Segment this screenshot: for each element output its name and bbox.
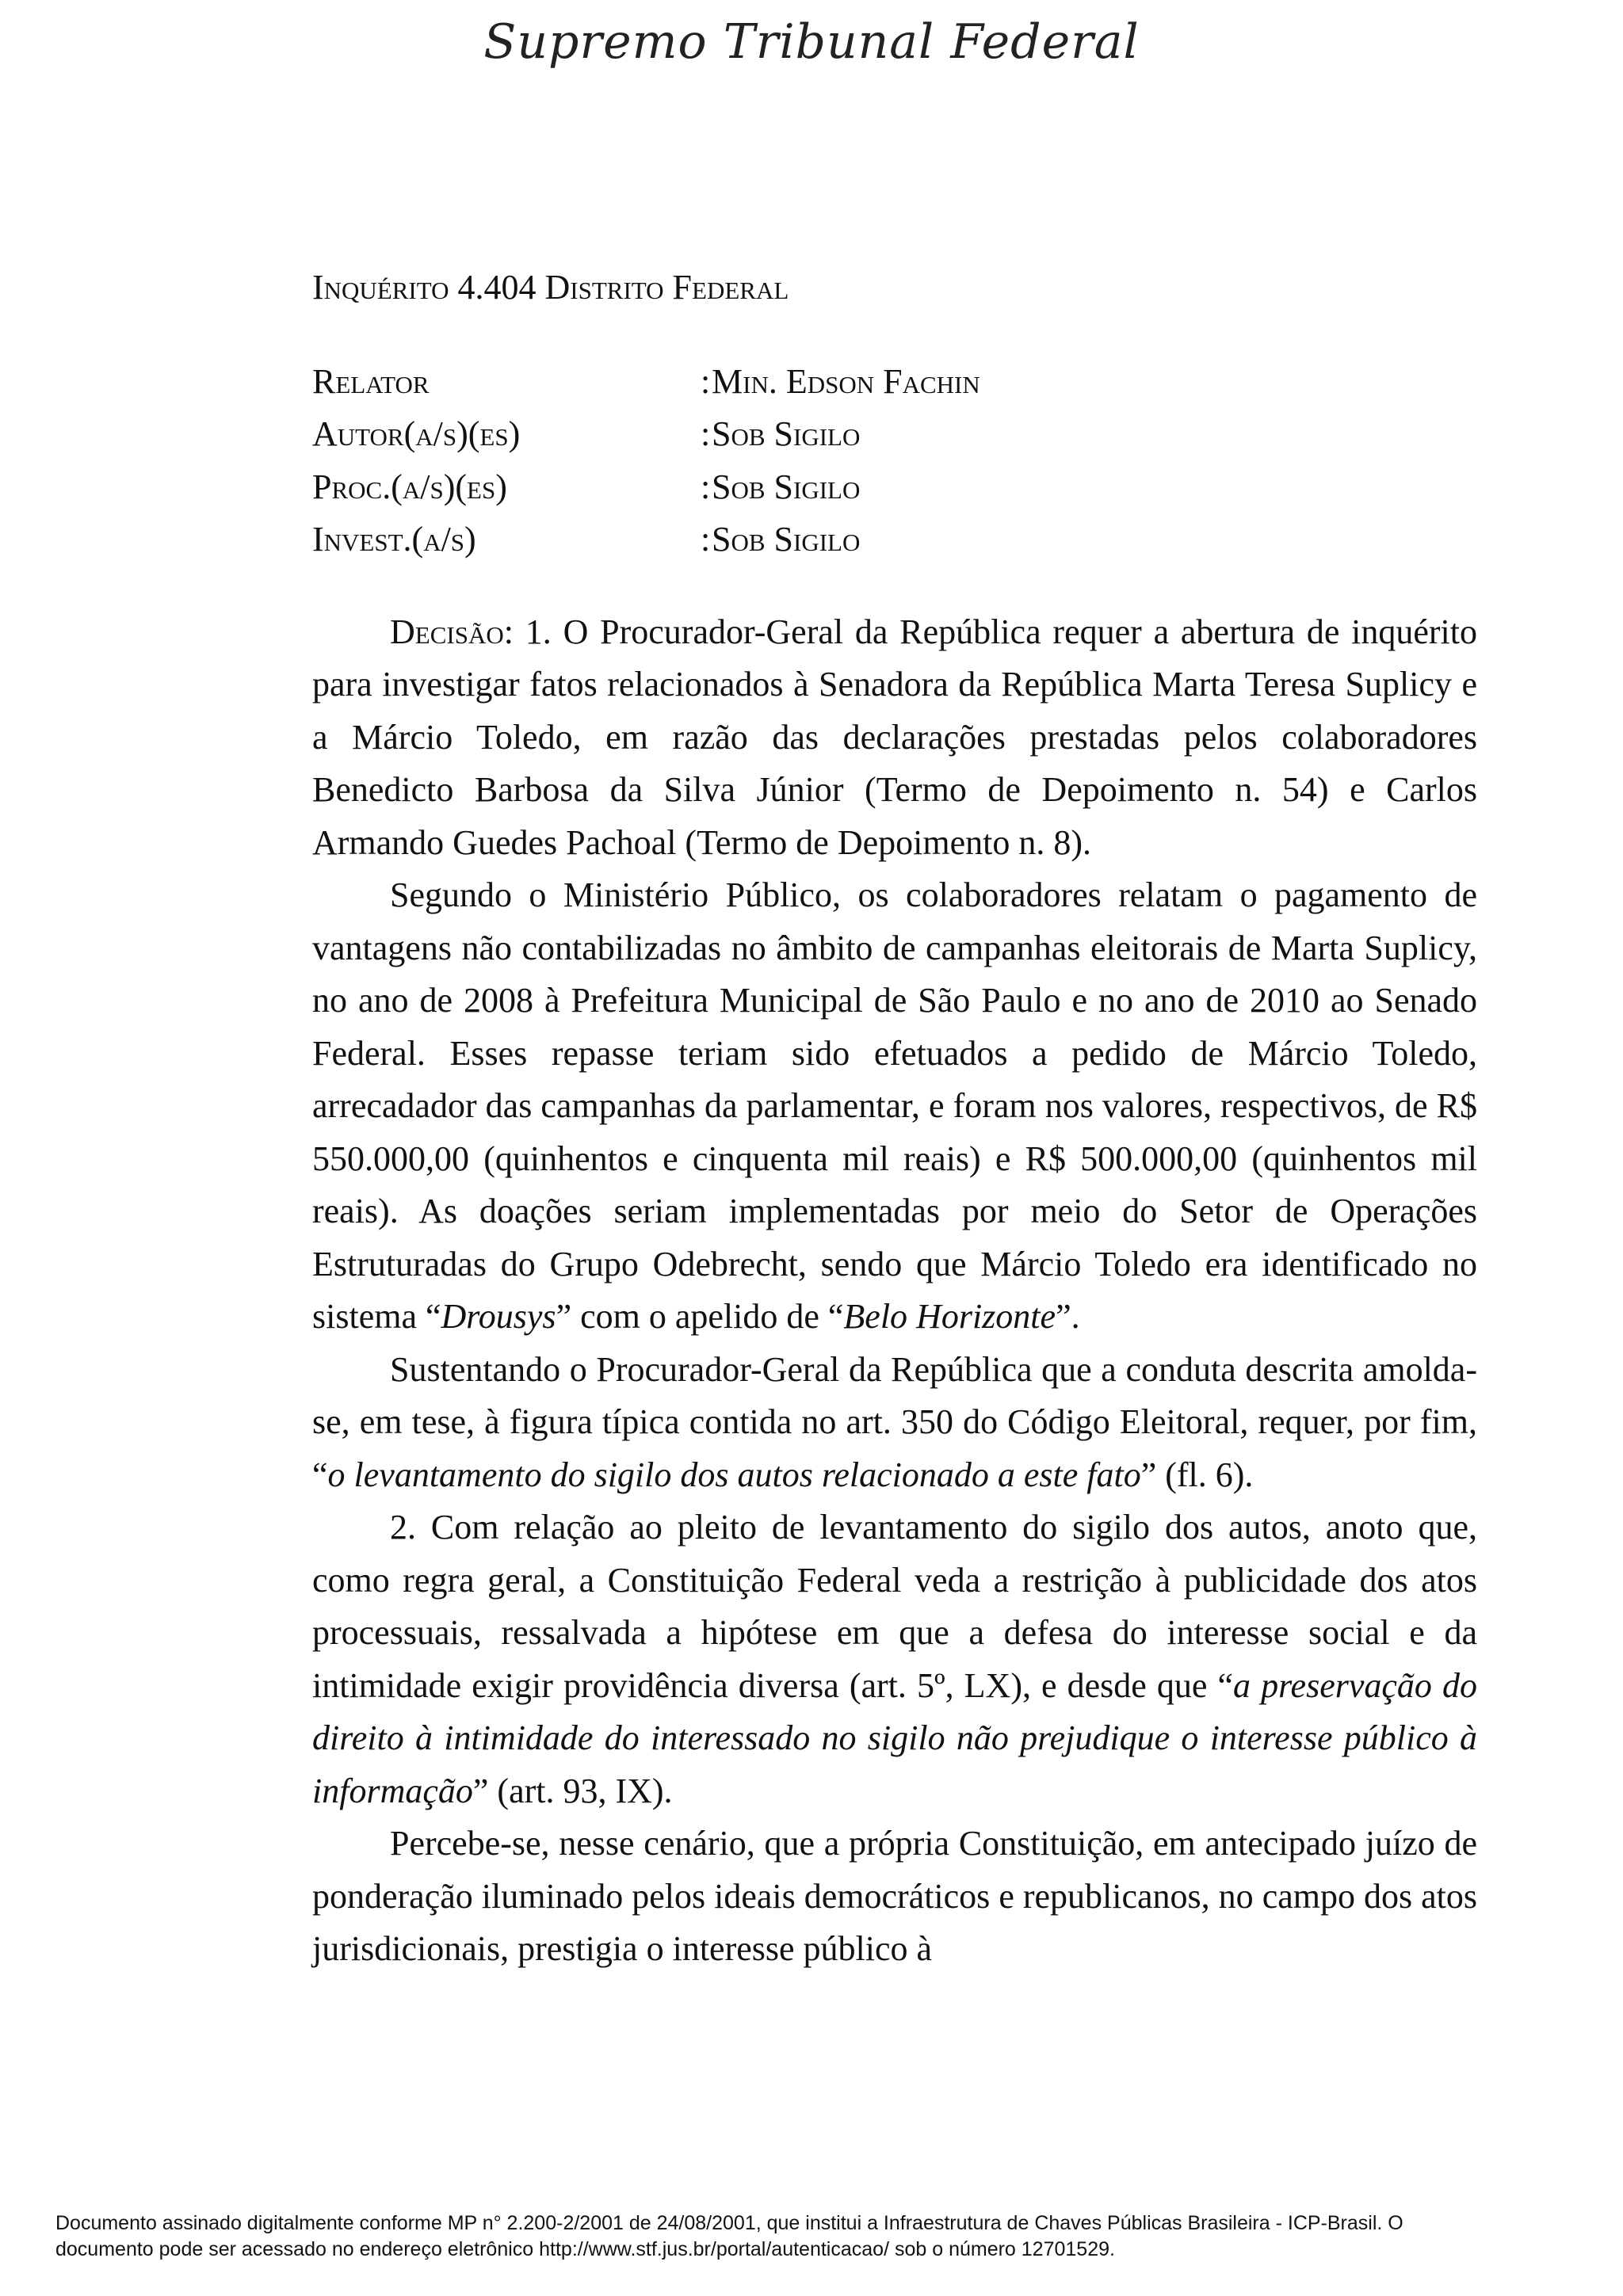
decision-text <box>312 606 1477 1976</box>
party-value: Min. Edson Fachin <box>712 361 980 401</box>
footer-line: documento pode ser acessado no endereço eletrônico http://www.stf.jus.br/portal/autenticacao/ sob o número 12701529. <box>55 2238 1115 2260</box>
party-row-invest <box>312 513 1477 566</box>
paragraph-3 <box>312 1344 1477 1502</box>
document-body <box>312 261 1477 1976</box>
parties-block <box>312 356 1477 566</box>
paragraph-1 <box>312 606 1477 870</box>
court-header: Supremo Tribunal Federal <box>483 14 1140 70</box>
paragraph-text: Sustentando o Procurador-Geral da República que a conduta descrita amolda-se, em tese, à figura típica contida no art. 350 do Código Eleitoral, requer, por fim, “ <box>312 1349 1477 1494</box>
party-value: Sob Sigilo <box>712 467 861 506</box>
paragraph-4 <box>312 1501 1477 1817</box>
party-row-autor <box>312 408 1477 461</box>
party-colon: : <box>701 520 711 559</box>
party-label: Invest.(a/s) <box>312 520 476 559</box>
party-value: Sob Sigilo <box>712 520 861 559</box>
party-row-relator <box>312 356 1477 409</box>
paragraph-2 <box>312 869 1477 1344</box>
paragraph-text: Segundo o Ministério Público, os colaboradores relatam o pagamento de vantagens não contabilizadas no âmbito de campanhas eleitorais de Marta Suplicy, no ano de 2008 à Prefeitura Municipal de São Paulo e no ano de 2010 ao Senado Federal. Esses repasse teriam sido efetuados a pedido de Márcio Toledo, arrecadador das campanhas da parlamentar, e foram nos valores, respectivos, de R$ 550.000,00 (quinhentos e cinquenta mil reais) e R$ 500.000,00 (quinhentos mil reais). As doações seriam implementadas por meio do Setor de Operações Estruturadas do Grupo Odebrecht, sendo que Márcio Toledo era identificado no sistema “ <box>312 875 1477 1336</box>
paragraph-text: ” com o apelido de “ <box>556 1297 844 1336</box>
party-colon: : <box>701 467 711 506</box>
paragraph-text: O Procurador-Geral da República requer a abertura de inquérito para investigar fatos relacionados à Senadora da República Marta Teresa Suplicy e a Márcio Toledo, em razão das declarações prestadas pelos colaboradores Benedicto Barbosa da Silva Júnior (Termo de Depoimento n. 54) e Carlos Armando Guedes Pachoal (Termo de Depoimento n. 8). <box>312 612 1478 862</box>
footer-line: Documento assinado digitalmente conforme MP n° 2.200-2/2001 de 24/08/2001, que institui a Infraestrutura de Chaves Públicas Brasileira - ICP-Brasil. O <box>55 2212 1403 2234</box>
italic-quote: o levantamento do sigilo dos autos relacionado a este fato <box>327 1455 1141 1494</box>
paragraph-text: Com relação ao pleito de levantamento do sigilo dos autos, anoto que, como regra geral, a Constituição Federal veda a restrição à publicidade dos atos processuais, ressalvada a hipótese em que a defesa do interesse social e da intimidade exigir providência diversa (art. 5º, LX), e desde que “ <box>312 1508 1477 1705</box>
paragraph-text: Percebe-se, nesse cenário, que a própria Constituição, em antecipado juízo de ponderação iluminado pelos ideais democráticos e republicanos, no campo dos atos jurisdicionais, prestigia o interesse público à <box>312 1824 1477 1968</box>
case-title: Inquérito 4.404 Distrito Federal <box>312 268 789 307</box>
paragraph-text: ”. <box>1056 1297 1080 1336</box>
party-colon: : <box>701 361 711 401</box>
paragraph-5 <box>312 1817 1477 1976</box>
party-row-proc <box>312 461 1477 514</box>
section-number: 2. <box>390 1508 416 1547</box>
italic-term: Belo Horizonte <box>843 1297 1056 1336</box>
party-value: Sob Sigilo <box>712 414 861 453</box>
party-label: Proc.(a/s)(es) <box>312 467 507 506</box>
decision-lead: Decisão: 1. <box>390 612 552 651</box>
paragraph-text: ” (art. 93, IX). <box>472 1771 673 1810</box>
party-colon: : <box>701 414 711 453</box>
italic-quote: a preservação do direito à intimidade do interessado no sigilo não prejudique o interesse público à informação <box>312 1665 1477 1810</box>
party-label: Relator <box>312 361 430 401</box>
italic-term: Drousys <box>441 1297 556 1336</box>
paragraph-text: ” (fl. 6). <box>1140 1455 1254 1494</box>
party-label: Autor(a/s)(es) <box>312 414 521 453</box>
signature-footer <box>55 2210 1577 2263</box>
